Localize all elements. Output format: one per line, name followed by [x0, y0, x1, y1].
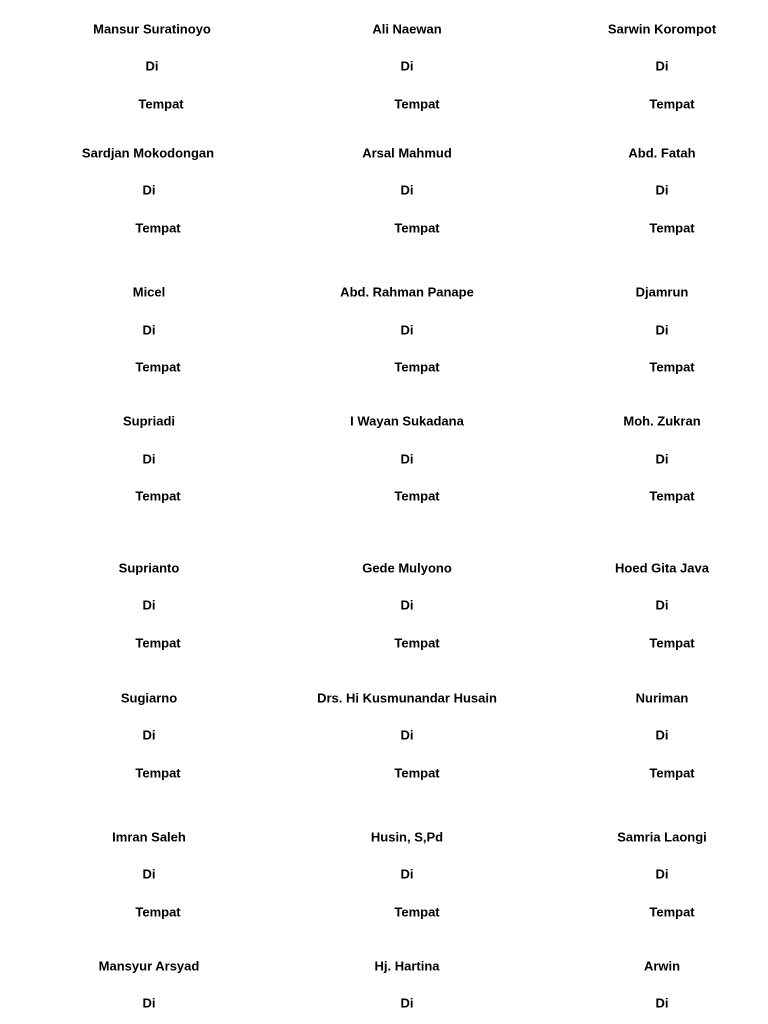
address-tempat: Tempat — [135, 220, 181, 236]
address-di: Di — [400, 58, 414, 74]
address-name: Arwin — [643, 958, 681, 974]
address-tempat: Tempat — [649, 635, 695, 651]
address-di: Di — [655, 866, 669, 882]
address-di: Di — [142, 866, 156, 882]
address-tempat: Tempat — [394, 359, 440, 375]
address-di: Di — [142, 451, 156, 467]
address-name: Supriadi — [122, 413, 176, 429]
address-tempat: Tempat — [135, 488, 181, 504]
address-name: Arsal Mahmud — [362, 145, 452, 161]
address-name: Nuriman — [635, 690, 689, 706]
address-tempat: Tempat — [394, 635, 440, 651]
address-di: Di — [142, 322, 156, 338]
address-di: Di — [655, 58, 669, 74]
address-name: Djamrun — [635, 284, 689, 300]
address-name: Abd. Fatah — [628, 145, 696, 161]
address-di: Di — [142, 597, 156, 613]
address-di: Di — [142, 182, 156, 198]
address-name: Mansur Suratinoyo — [93, 21, 211, 37]
address-di: Di — [655, 995, 669, 1011]
address-name: Mansyur Arsyad — [98, 958, 200, 974]
address-name: Hj. Hartina — [374, 958, 440, 974]
address-di: Di — [655, 451, 669, 467]
address-tempat: Tempat — [135, 904, 181, 920]
address-di: Di — [655, 182, 669, 198]
address-di: Di — [655, 727, 669, 743]
address-name: Moh. Zukran — [623, 413, 701, 429]
address-tempat: Tempat — [135, 765, 181, 781]
address-tempat: Tempat — [394, 96, 440, 112]
address-name: Sugiarno — [120, 690, 178, 706]
address-tempat: Tempat — [649, 488, 695, 504]
address-di: Di — [145, 58, 159, 74]
address-tempat: Tempat — [649, 96, 695, 112]
address-tempat: Tempat — [394, 220, 440, 236]
address-di: Di — [400, 866, 414, 882]
address-di: Di — [400, 597, 414, 613]
address-tempat: Tempat — [394, 904, 440, 920]
address-name: Husin, S,Pd — [370, 829, 444, 845]
address-name: Hoed Gita Java — [615, 560, 709, 576]
address-tempat: Tempat — [649, 220, 695, 236]
address-di: Di — [400, 182, 414, 198]
address-tempat: Tempat — [649, 359, 695, 375]
address-di: Di — [142, 995, 156, 1011]
address-tempat: Tempat — [394, 488, 440, 504]
address-di: Di — [400, 727, 414, 743]
address-name: Micel — [132, 284, 166, 300]
address-tempat: Tempat — [138, 96, 184, 112]
address-di: Di — [400, 995, 414, 1011]
address-name: Sardjan Mokodongan — [81, 145, 215, 161]
address-tempat: Tempat — [135, 635, 181, 651]
address-di: Di — [655, 597, 669, 613]
address-name: Imran Saleh — [112, 829, 186, 845]
address-name: Ali Naewan — [372, 21, 442, 37]
address-tempat: Tempat — [649, 904, 695, 920]
address-name: I Wayan Sukadana — [350, 413, 464, 429]
address-di: Di — [142, 727, 156, 743]
address-name: Gede Mulyono — [362, 560, 452, 576]
address-name: Samria Laongi — [617, 829, 707, 845]
address-name: Drs. Hi Kusmunandar Husain — [317, 690, 497, 706]
address-name: Suprianto — [118, 560, 180, 576]
address-name: Sarwin Korompot — [607, 21, 717, 37]
address-tempat: Tempat — [649, 765, 695, 781]
address-di: Di — [655, 322, 669, 338]
address-di: Di — [400, 322, 414, 338]
address-name: Abd. Rahman Panape — [340, 284, 474, 300]
address-di: Di — [400, 451, 414, 467]
address-tempat: Tempat — [135, 359, 181, 375]
address-tempat: Tempat — [394, 765, 440, 781]
